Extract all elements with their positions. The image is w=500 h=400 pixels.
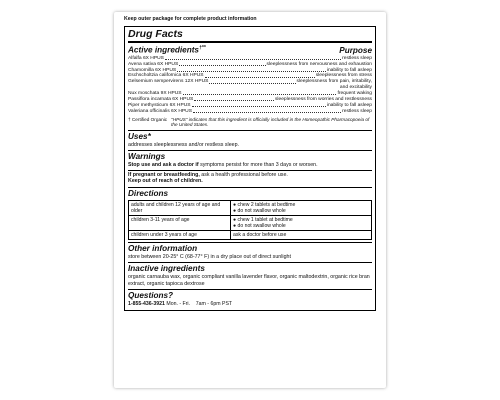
ingredient-row	[128, 109, 372, 115]
leader-dots	[165, 56, 341, 60]
uses-heading: Uses*	[128, 131, 151, 141]
label-card	[114, 12, 386, 388]
ingredient-purpose: frequent waking	[337, 91, 372, 97]
directions-dosage	[231, 230, 372, 239]
directions-age: adults and children 12 years of age and older	[129, 200, 231, 215]
leader-dots	[205, 73, 315, 77]
ingredient-name: Chamomilla 6X HPUS	[128, 67, 177, 73]
leader-dots	[177, 68, 326, 72]
top-note: Keep outer package for complete product information	[124, 16, 257, 22]
drug-facts-panel	[124, 26, 376, 311]
footnote-hpus: "HPUS" indicates that this ingredient is officially included in the Homeopathic Pharmacopoeia of the United States.	[171, 116, 370, 128]
ingredient-name: Valeriana officinalis 6X HPUS	[128, 108, 192, 114]
ingredient-list	[128, 56, 372, 115]
ingredient-purpose: sleeplessness from nervousness and exhaustion	[266, 61, 372, 67]
directions-row	[129, 215, 372, 230]
warnings-heading: Warnings	[128, 152, 166, 162]
drug-facts-title: Drug Facts	[128, 28, 183, 40]
ingredient-purpose: inability to fall asleep	[326, 102, 372, 108]
active-ingredients-heading: Active ingredients†**	[128, 45, 206, 55]
ingredient-name: Eschscholtzia californica 6X HPUS	[128, 73, 204, 79]
ingredient-name: Gelsemium sempervirens 12X HPUS	[128, 79, 209, 85]
dosage-line: ● chew 2 tablets at bedtime	[233, 201, 296, 208]
ingredient-footnote	[128, 117, 372, 128]
directions-age: children under 3 years of age	[129, 230, 231, 239]
dosage-line: ask a doctor before use	[233, 231, 287, 238]
dosage-line: ● chew 1 tablet at bedtime	[233, 216, 293, 223]
divider	[128, 150, 372, 151]
dosage-line: ● do not swallow whole	[233, 207, 286, 214]
warning-pregnancy: If pregnant or breastfeeding, ask a health professional before use.	[128, 171, 288, 178]
leader-dots	[183, 91, 337, 95]
dosage-line: ● do not swallow whole	[233, 222, 286, 229]
ingredient-purpose: inability to fall asleep	[326, 67, 372, 73]
leader-dots	[194, 97, 274, 101]
ingredient-name: Avena sativa 6X HPUS	[128, 61, 179, 67]
phone-number: 1-855-436-3921	[128, 301, 165, 308]
directions-row	[129, 200, 372, 215]
leader-dots	[179, 62, 265, 66]
questions-line	[128, 301, 372, 307]
other-info-text: store between 20-25° C (68-77° F) in a dry place out of direct sunlight	[128, 254, 291, 261]
questions-heading: Questions?	[128, 291, 174, 301]
directions-row	[129, 230, 372, 239]
ingredient-purpose: sleeplessness from pain, irritability,	[296, 79, 372, 85]
hours: Mon. - Fri. 7am - 6pm PST	[166, 301, 233, 308]
divider	[128, 170, 372, 171]
uses-text: addresses sleeplessness and/or restless sleep.	[128, 141, 239, 148]
warning-stop-use: Stop use and ask a doctor if symptoms persist for more than 3 days or worsen.	[128, 162, 318, 169]
divider	[128, 187, 372, 188]
purpose-heading: Purpose	[339, 45, 372, 55]
inactive-ingredients-text: organic carnauba wax, organic compliant vanilla lavender flavor, organic maltodextrin, organic rice bran extract, organic tapioca dextrose	[128, 274, 370, 287]
directions-age: children 3-11 years of age	[129, 215, 231, 230]
leader-dots	[192, 103, 326, 107]
directions-dosage	[231, 215, 372, 230]
ingredient-purpose: sleeplessness from worries and restlessness	[274, 97, 372, 103]
ingredient-name: Nux moschata 9X HPUS	[128, 91, 182, 97]
warning-children: Keep out of reach of children.	[128, 178, 203, 185]
directions-dosage	[231, 200, 372, 215]
ingredient-purpose: restless sleep	[342, 108, 372, 114]
directions-table	[128, 200, 372, 240]
ingredient-purpose-continued: and excitability	[339, 85, 372, 91]
active-ingredients-header	[128, 43, 372, 56]
ingredient-name: Passiflora incarnata 6X HPUS	[128, 97, 194, 103]
ingredient-purpose: sleeplessness from stress	[315, 73, 372, 79]
other-info-heading: Other information	[128, 244, 198, 254]
directions-heading: Directions	[128, 188, 169, 198]
ingredient-purpose: restless sleep	[342, 55, 372, 61]
leader-dots	[209, 79, 295, 83]
footnote-organic: † Certified Organic	[128, 116, 168, 122]
divider	[128, 262, 372, 263]
leader-dots	[193, 109, 341, 113]
divider	[128, 289, 372, 290]
inactive-ingredients-heading: Inactive ingredients	[128, 264, 205, 274]
divider	[128, 130, 372, 131]
ingredient-name: Piper methysticum 6X HPUS	[128, 102, 191, 108]
ingredient-name: Alfalfa 6X HPUS	[128, 55, 164, 61]
divider	[128, 242, 372, 243]
